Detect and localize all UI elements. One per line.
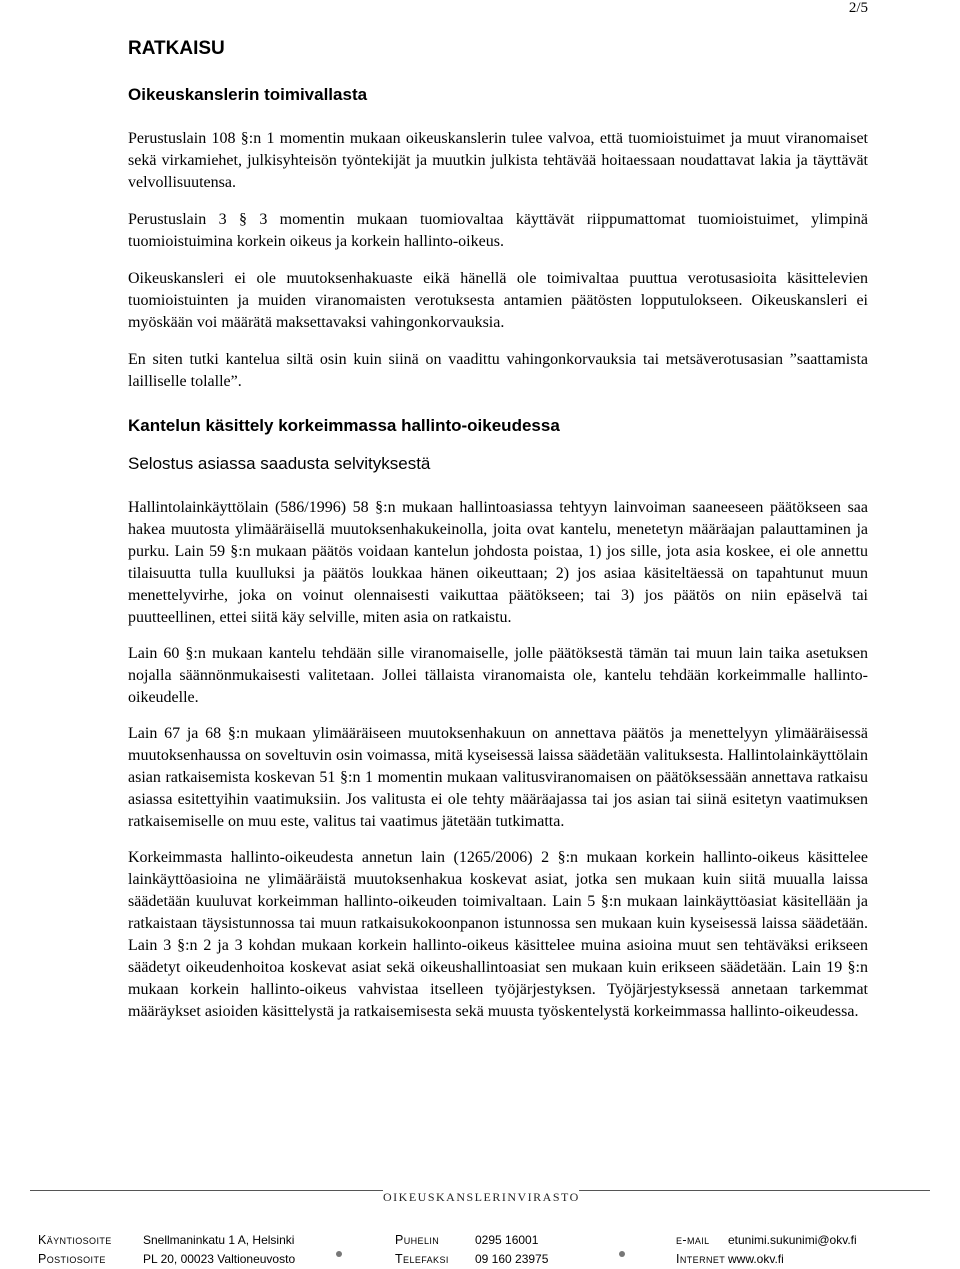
paragraph: En siten tutki kantelua siltä osin kuin siinä on vaadittu vahingonkorvauksia tai metsäverotusasian ”saattamista lailliselle tolalle”. bbox=[128, 351, 868, 390]
email-address[interactable]: etunimi.sukunimi@okv.fi bbox=[728, 1233, 857, 1247]
paragraph: Oikeuskansleri ei ole muutoksenhakuaste eikä hänellä ole toimivaltaa puuttua verotusasioita käsittelevien tuomioistuinten ja muiden viranomaisten verotuksesta antamien päätösten lopputulokseen. Oikeuskansleri ei myöskään voi määrätä maksettavaksi vahingonkorvauksia. bbox=[128, 270, 868, 331]
section-title-handling: Kantelun käsittely korkeimmassa hallinto-oikeudessa bbox=[128, 416, 560, 435]
footer-row-postal bbox=[38, 1249, 918, 1269]
section-subtitle: Selostus asiassa saadusta selvityksestä bbox=[128, 454, 431, 473]
phone-label: Puhelin bbox=[395, 1233, 440, 1247]
section-title-jurisdiction: Oikeuskanslerin toimivallasta bbox=[128, 85, 368, 104]
email-label: e-mail bbox=[676, 1233, 710, 1247]
footer-bullet-icon bbox=[619, 1251, 625, 1257]
page-title: RATKAISU bbox=[128, 38, 225, 59]
postal-address-label: Postiosoite bbox=[38, 1252, 106, 1266]
footer-bullet-icon bbox=[336, 1251, 342, 1257]
website-link[interactable]: www.okv.fi bbox=[728, 1252, 784, 1266]
paragraph: Lain 60 §:n mukaan kantelu tehdään sille viranomaiselle, jolle päätöksestä tämän tai muun lain taika asetuksen nojalla säännönmukaisesti valitetaan. Jollei tällaista viranomaista ole, kantelu tehdään korkeimmalle hallinto-oikeudelle. bbox=[128, 645, 868, 706]
paragraph: Perustuslain 3 § 3 momentin mukaan tuomiovaltaa käyttävät riippumattomat tuomioistuimet, ylimpinä tuomioistuimina korkein oikeus ja korkein hallinto-oikeus. bbox=[128, 211, 868, 250]
internet-label: Internet bbox=[676, 1252, 726, 1266]
footer-row-visiting bbox=[38, 1230, 918, 1250]
footer-logo: OIKEUSKANSLERINVIRASTO bbox=[383, 1188, 579, 1208]
paragraph: Perustuslain 108 §:n 1 momentin mukaan oikeuskanslerin tulee valvoa, että tuomioistuimet ja muut viranomaiset sekä virkamiehet, julkisyhteisön työntekijät ja muutkin julkista tehtävää hoitaessaan noudattavat lakia ja täyttävät velvollisuutensa. bbox=[128, 130, 868, 191]
postal-address: PL 20, 00023 Valtioneuvosto bbox=[143, 1252, 296, 1266]
document-body bbox=[128, 36, 868, 1023]
phone-number: 0295 16001 bbox=[475, 1233, 539, 1247]
visiting-address-label: Käyntiosoite bbox=[38, 1233, 112, 1247]
paragraph: Lain 67 ja 68 §:n mukaan ylimääräiseen muutoksenhakuun on annettava päätös ja menettelyyn ylimääräisessä muutoksenhaussa on soveltuvin osin voimassa, mitä kyseisessä laissa säädetään valituksesta. Hallintolainkäyttölain asian ratkaisemista koskevan 51 §:n 1 momentin mukaan valitusviranomaisen on päätöksessään annettava ratkaisu asiassa esitettyihin vaatimuksiin. Jos valitusta ei ole tehty määräajassa tai jos asian tai siinä esitetyn vaatimuksen ratkaisemiselle on muu este, valitus tai vaatimus jätetään tutkimatta. bbox=[128, 725, 868, 830]
paragraph: Korkeimmasta hallinto-oikeudesta annetun lain (1265/2006) 2 §:n mukaan korkein hallinto-oikeus käsittelee lainkäyttöasioina ne ylimääräistä muutoksenhakua koskevat asiat, jotka sen mukaan kuin siitä muualla laissa säädetään kuuluvat korkeimman hallinto-oikeuden toimivaltaan. Lain 5 §:n mukaan lainkäyttöasiat käsitellään ja ratkaistaan täysistunnossa tai muun ratkaisukokoonpanon istunnossa sen mukaan kuin kyseisessä laissa säädetään. Lain 3 §:n 2 ja 3 kohdan mukaan korkein hallinto-oikeus käsittelee muina asioina muut sen tehtäväksi erikseen säädetyt oikeudenhoitoa koskevat asiat sekä oikeushallintoasiat sen mukaan kuin erikseen säädetään. Lain 19 §:n mukaan korkein hallinto-oikeus vahvistaa itselleen työjärjestyksen. Työjärjestyksessä annetaan tarkemmat määräykset asioiden käsittelystä ja ratkaisemisesta sekä muusta työskentelystä korkeimmassa hallinto-oikeudessa. bbox=[128, 849, 868, 1020]
page-number: 2/5 bbox=[848, 0, 868, 16]
paragraph: Hallintolainkäyttölain (586/1996) 58 §:n mukaan hallintoasiassa tehtyyn lainvoiman saaneeseen päätökseen saa hakea muutosta ylimääräisellä muutoksenhakukeinolla, joita ovat kantelu, menetetyn määräajan palauttaminen ja purku. Lain 59 §:n mukaan päätös voidaan kantelun johdosta poistaa, 1) jos sille, jota asia koskee, ei ole annettu tilaisuutta tulla kuulluksi ja päätös loukkaa hänen oikeuttaan; 2) jos asiaa käsiteltäessä on tapahtunut muun menettelyvirhe, joka on voinut olennaisesti vaikuttaa päätökseen; tai 3) jos päätös on niin epäselvä tai puutteellinen, ettei siitä käy selville, miten asia on ratkaistu. bbox=[128, 499, 868, 626]
fax-number: 09 160 23975 bbox=[475, 1252, 549, 1266]
fax-label: Telefaksi bbox=[395, 1252, 449, 1266]
visiting-address: Snellmaninkatu 1 A, Helsinki bbox=[143, 1233, 295, 1247]
